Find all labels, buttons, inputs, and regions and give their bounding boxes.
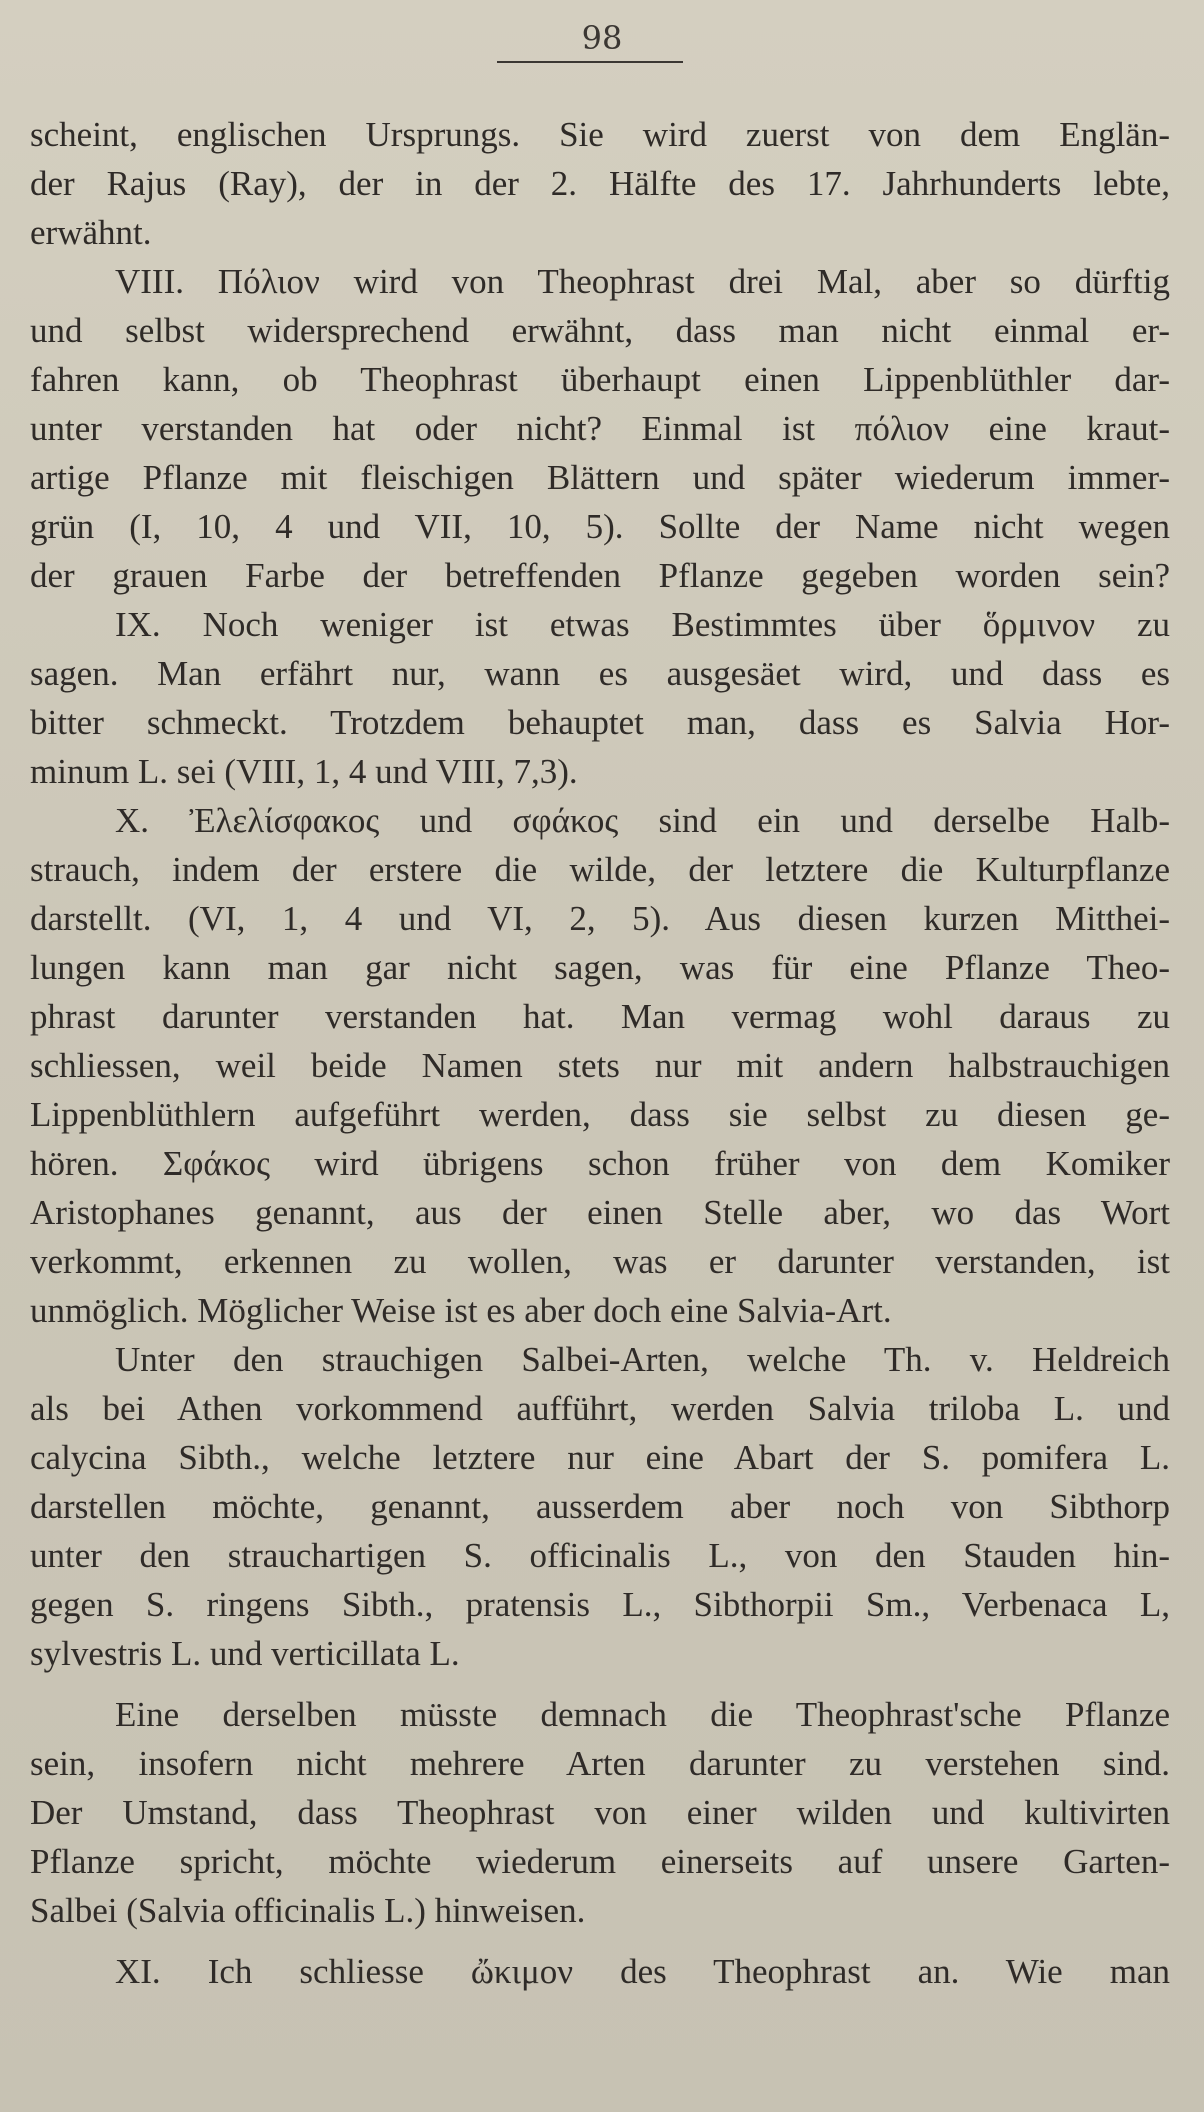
text-line: Lippenblüthlern aufgeführt werden, dass sie selbst zu diesen ge- — [30, 1095, 1170, 1134]
text-line: Aristophanes genannt, aus der einen Stelle aber, wo das Wort — [30, 1193, 1170, 1232]
text-line: Eine derselben müsste demnach die Theophrast'sche Pflanze — [115, 1695, 1170, 1734]
text-line: unter den strauchartigen S. officinalis L., von den Stauden hin- — [30, 1536, 1170, 1575]
text-line: XI. Ich schliesse ὤκιμον des Theophrast an. Wie man — [115, 1952, 1170, 1991]
text-line: calycina Sibth., welche letztere nur eine Abart der S. pomifera L. — [30, 1438, 1170, 1477]
text-line: hören. Σφάκος wird übrigens schon früher von dem Komiker — [30, 1144, 1170, 1183]
text-line: VIII. Πόλιον wird von Theophrast drei Mal, aber so dürftig — [115, 262, 1170, 301]
text-line: der Rajus (Ray), der in der 2. Hälfte des 17. Jahrhunderts lebte, — [30, 164, 1170, 203]
text-line: der grauen Farbe der betreffenden Pflanze gegeben worden sein? — [30, 556, 1170, 595]
text-line: erwähnt. — [30, 213, 152, 252]
text-line: IX. Noch weniger ist etwas Bestimmtes über ὅρμινον zu — [115, 605, 1170, 644]
text-line: darstellt. (VI, 1, 4 und VI, 2, 5). Aus diesen kurzen Mitthei- — [30, 899, 1170, 938]
text-line: lungen kann man gar nicht sagen, was für eine Pflanze Theo- — [30, 948, 1170, 987]
text-line: als bei Athen vorkommend aufführt, werden Salvia triloba L. und — [30, 1389, 1170, 1428]
text-line: und selbst widersprechend erwähnt, dass man nicht einmal er- — [30, 311, 1170, 350]
text-line: scheint, englischen Ursprungs. Sie wird zuerst von dem Englän- — [30, 115, 1170, 154]
text-line: phrast darunter verstanden hat. Man vermag wohl daraus zu — [30, 997, 1170, 1036]
page-number-rule — [497, 61, 683, 63]
text-line: sagen. Man erfährt nur, wann es ausgesäet wird, und dass es — [30, 654, 1170, 693]
text-line: sein, insofern nicht mehrere Arten darunter zu verstehen sind. — [30, 1744, 1170, 1783]
text-line: minum L. sei (VIII, 1, 4 und VIII, 7,3). — [30, 752, 578, 791]
text-line: schliessen, weil beide Namen stets nur mit andern halbstrauchigen — [30, 1046, 1170, 1085]
text-line: Salbei (Salvia officinalis L.) hinweisen. — [30, 1891, 586, 1930]
text-line: fahren kann, ob Theophrast überhaupt einen Lippenblüthler dar- — [30, 360, 1170, 399]
text-line: artige Pflanze mit fleischigen Blättern und später wiederum immer- — [30, 458, 1170, 497]
text-line: bitter schmeckt. Trotzdem behauptet man, dass es Salvia Hor- — [30, 703, 1170, 742]
text-line: gegen S. ringens Sibth., pratensis L., Sibthorpii Sm., Verbenaca L, — [30, 1585, 1170, 1624]
text-line: X. Ἐλελίσφακος und σφάκος sind ein und derselbe Halb- — [115, 801, 1170, 840]
body-text — [30, 110, 1170, 1996]
text-line: unmöglich. Möglicher Weise ist es aber doch eine Salvia-Art. — [30, 1291, 892, 1330]
text-line: Der Umstand, dass Theophrast von einer wilden und kultivirten — [30, 1793, 1170, 1832]
text-line: sylvestris L. und verticillata L. — [30, 1634, 460, 1673]
text-line: Pflanze spricht, möchte wiederum einerseits auf unsere Garten- — [30, 1842, 1170, 1881]
text-line: verkommt, erkennen zu wollen, was er darunter verstanden, ist — [30, 1242, 1170, 1281]
text-line: strauch, indem der erstere die wilde, der letztere die Kulturpflanze — [30, 850, 1170, 889]
page-number: 98 — [581, 19, 623, 57]
text-line: Unter den strauchigen Salbei-Arten, welche Th. v. Heldreich — [115, 1340, 1170, 1379]
text-line: unter verstanden hat oder nicht? Einmal ist πόλιον eine kraut- — [30, 409, 1170, 448]
text-line: darstellen möchte, genannt, ausserdem aber noch von Sibthorp — [30, 1487, 1170, 1526]
text-line: grün (I, 10, 4 und VII, 10, 5). Sollte der Name nicht wegen — [30, 507, 1170, 546]
